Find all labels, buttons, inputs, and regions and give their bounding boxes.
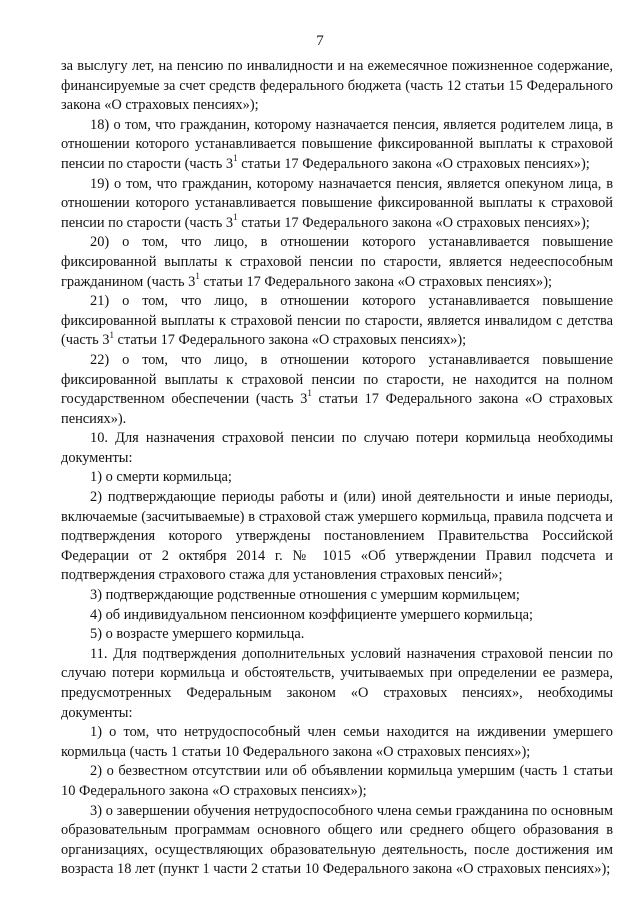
paragraph bbox=[61, 625, 613, 645]
superscript: 1 bbox=[233, 153, 238, 164]
paragraph bbox=[61, 802, 613, 880]
paragraph bbox=[61, 762, 613, 801]
paragraph-text: статьи 17 Федерального закона «О страховых пенсиях»); bbox=[113, 332, 467, 349]
paragraph-text: 2) о безвестном отсутствии или об объявлении кормильца умершим (часть 1 статьи 10 Федерального закона «О страховых пенсиях»); bbox=[61, 763, 613, 799]
paragraph-text: 20) о том, что лицо, в отношении которого устанавливается повышение фиксированной выплаты к страховой пенсии по старости, является недееспособным гражданином (часть 3 bbox=[61, 234, 613, 290]
paragraph-text: статьи 17 Федерального закона «О страховых пенсиях»); bbox=[237, 155, 590, 172]
paragraph-text: 3) подтверждающие родственные отношения с умершим кормильцем; bbox=[90, 587, 520, 604]
paragraph bbox=[61, 116, 613, 175]
paragraph-text: статьи 17 Федерального закона «О страховых пенсиях»); bbox=[199, 273, 553, 290]
paragraph-text: 18) о том, что гражданин, которому назначается пенсия, является родителем лица, в отношении которого устанавливается повышение фиксированной выплаты к страховой пенсии по старости (часть 3 bbox=[61, 116, 613, 172]
paragraph bbox=[61, 175, 613, 234]
paragraph bbox=[61, 468, 613, 488]
superscript: 1 bbox=[233, 211, 238, 222]
paragraph-text: 22) о том, что лицо, в отношении которого устанавливается повышение фиксированной выплаты к страховой пенсии по старости, не находится на полном государственном обеспечении (часть 3 bbox=[61, 351, 613, 408]
paragraph bbox=[61, 723, 613, 762]
page-number: 7 bbox=[316, 33, 324, 49]
superscript: 1 bbox=[109, 329, 114, 340]
paragraph-text: 1) о том, что нетрудоспособный член семьи находится на иждивении умершего кормильца (часть 1 статьи 10 Федерального закона «О страховых пенсиях»); bbox=[61, 724, 613, 760]
document-body bbox=[61, 57, 613, 880]
paragraph bbox=[61, 586, 613, 606]
paragraph bbox=[61, 645, 613, 723]
paragraph-text: 1) о смерти кормильца; bbox=[90, 469, 232, 486]
paragraph-text: статьи 17 Федерального закона «О страховых пенсиях»); bbox=[237, 214, 590, 231]
paragraph-text: 21) о том, что лицо, в отношении которого устанавливается повышение фиксированной выплаты к страховой пенсии по старости, является инвалидом с детства (часть 3 bbox=[61, 293, 613, 349]
paragraph-text: 5) о возрасте умершего кормильца. bbox=[90, 626, 305, 643]
paragraph-text: за выслугу лет, на пенсию по инвалидности и на ежемесячное пожизненное содержание, финансируемые за счет средств федерального бюджета (часть 12 статьи 15 Федерального закона «О страховых пенсиях»); bbox=[61, 58, 613, 114]
paragraph bbox=[61, 57, 613, 116]
paragraph-text: статьи 17 Федерального закона «О страховых пенсиях»). bbox=[61, 391, 613, 427]
paragraph-text: 4) об индивидуальном пенсионном коэффициенте умершего кормильца; bbox=[90, 606, 533, 623]
paragraph bbox=[61, 488, 613, 586]
paragraph-text: 11. Для подтверждения дополнительных условий назначения страховой пенсии по случаю потери кормильца и обстоятельств, учитываемых при определении ее размера, предусмотренных Федеральным законом «О страховых пенсиях», необходимы документы: bbox=[61, 645, 613, 721]
paragraph bbox=[61, 351, 613, 429]
superscript: 1 bbox=[195, 270, 200, 281]
paragraph-text: 2) подтверждающие периоды работы и (или) иной деятельности и иные периоды, включаемые (засчитываемые) в страховой стаж умершего кормильца, правила подсчета и подтверждения которого утверждены постановлением Правительства Российской Федерации от 2 октября 2014 г. № 1015 «Об утверждении Правил подсчета и подтверждения страхового стажа для установления страховых пенсий»; bbox=[61, 489, 613, 584]
paragraph-text: 3) о завершении обучения нетрудоспособного члена семьи гражданина по основным образовательным программам основного общего или среднего общего образования в организациях, осуществляющих образовательную деятельность, после достижения им возраста 18 лет (пункт 1 части 2 статьи 10 Федерального закона «О страховых пенсиях»); bbox=[61, 802, 613, 878]
paragraph bbox=[61, 233, 613, 292]
paragraph bbox=[61, 429, 613, 468]
superscript: 1 bbox=[307, 388, 312, 399]
paragraph-text: 10. Для назначения страховой пенсии по случаю потери кормильца необходимы документы: bbox=[61, 430, 613, 466]
paragraph bbox=[61, 292, 613, 351]
paragraph-text: 19) о том, что гражданин, которому назначается пенсия, является опекуном лица, в отношении которого устанавливается повышение фиксированной выплаты к страховой пенсии по старости (часть 3 bbox=[61, 175, 613, 231]
paragraph bbox=[61, 606, 613, 626]
